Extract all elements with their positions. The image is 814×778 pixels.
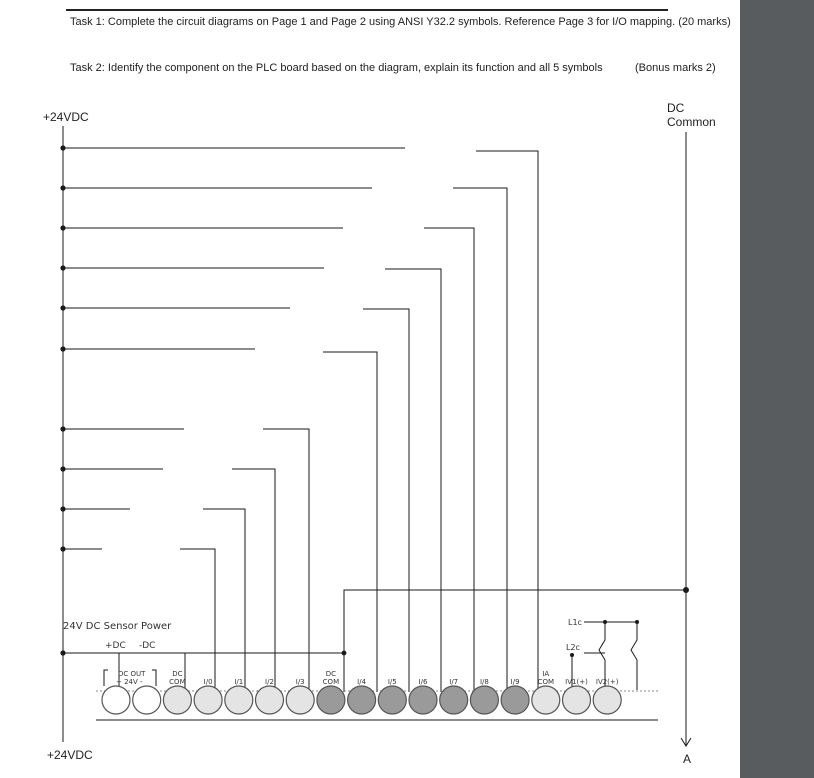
bonus-marks-text: (Bonus marks 2) [635,62,716,74]
terminal-label: DC [325,670,337,678]
terminal-screw [133,686,161,714]
junction-dot [60,265,65,270]
terminal-label: I/1 [234,678,244,686]
terminal-screw [470,686,498,714]
terminal-label: I/8 [479,678,489,686]
wire-input-6 [385,269,441,692]
terminal-label: I/3 [295,678,305,686]
terminal-label: IV2(+) [595,678,619,686]
dc-out-bracket-left [104,670,108,686]
task-1-text: Task 1: Complete the circuit diagrams on Page 1 and Page 2 using ANSI Y32.2 symbols. Reference Page 3 for I/O mapping. (20 marks) [70,16,731,28]
common-arrow-label: A [683,752,692,766]
minus-dc-label: -DC [139,641,156,651]
terminal-label: IV1(+) [565,678,588,686]
plc-terminal-strip [102,670,621,714]
junction-dot [60,546,65,551]
wire-dc-com [344,590,686,692]
junction-dot [60,506,65,511]
junction-dot [342,651,347,656]
wire-input-1 [203,509,245,692]
junction-dot [60,346,65,351]
dc-out-label-line1: DC OUT [118,670,146,678]
junction-dot [60,225,65,230]
wire-input-5 [363,309,409,692]
l1c-label: L1c [568,618,582,627]
junction-dot [570,653,574,657]
terminal-label: I/0 [203,678,213,686]
terminal-label: COM [322,678,340,686]
terminal-label: I/5 [387,678,397,686]
junction-dot [603,620,607,624]
junction-dot [60,650,65,655]
junction-dot [60,305,65,310]
terminal-label: COM [537,678,555,686]
terminal-label: COM [169,678,186,686]
dc-common-label-line1: DC [667,101,685,115]
wire-input-8 [453,188,507,692]
terminal-label: IA [542,670,550,678]
terminal-screw [409,686,437,714]
terminal-screw [163,686,191,714]
terminal-screw [256,686,284,714]
junction-dot [60,185,65,190]
positive-rail-label-top: +24VDC [43,110,89,124]
terminal-label: I/6 [418,678,428,686]
terminal-label: I/9 [510,678,520,686]
terminal-screw [532,686,560,714]
sensor-power-label: 24V DC Sensor Power [63,621,172,632]
terminal-label: DC [172,670,183,678]
wire-input-2 [232,469,275,692]
terminal-screw [348,686,376,714]
wire-iv2 [631,622,637,690]
terminal-screw [317,686,345,714]
junction-dot [683,587,689,593]
terminal-screw [563,686,591,714]
terminal-screw [225,686,253,714]
l2c-label: L2c [566,643,580,652]
terminal-label: I/7 [449,678,459,686]
dc-out-label-line2: + 24V - [116,678,143,686]
junction-dot [60,426,65,431]
plus-dc-label: +DC [105,641,126,651]
dc-out-bracket-right [152,670,156,686]
positive-rail-label-bottom: +24VDC [47,748,93,762]
terminal-label: I/4 [357,678,367,686]
terminal-screw [102,686,130,714]
terminal-screw [194,686,222,714]
terminal-screw [440,686,468,714]
dc-common-label-line2: Common [667,115,716,129]
terminal-screw [501,686,529,714]
wire-input-7 [424,228,474,692]
junction-dot [60,145,65,150]
wire-input-4 [323,352,377,692]
terminal-screw [286,686,314,714]
task-2-text: Task 2: Identify the component on the PLC board based on the diagram, explain its function and all 5 symbols [70,62,603,74]
junctions [60,145,689,657]
junction-dot [635,620,639,624]
viewer-sidebar [740,0,814,778]
wiring [63,126,691,746]
terminal-screw [593,686,621,714]
terminal-label: I/2 [265,678,274,686]
terminal-screw [378,686,406,714]
junction-dot [60,466,65,471]
